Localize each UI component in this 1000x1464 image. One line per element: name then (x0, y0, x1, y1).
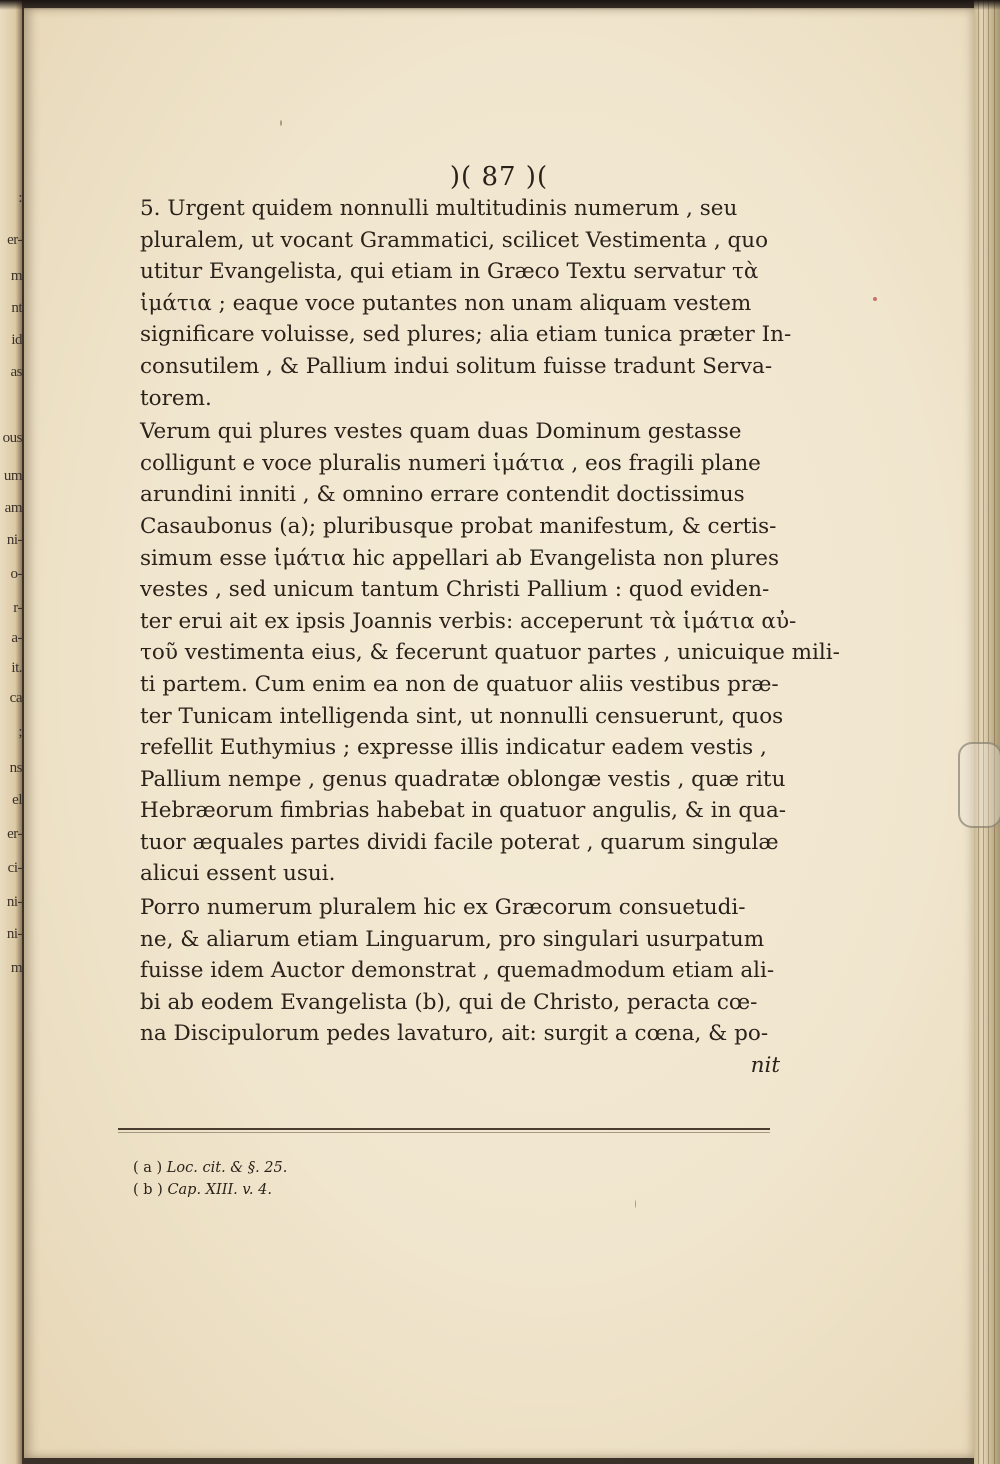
text-line: colligunt e voce pluralis numeri ἱμάτια , eos fragili plane (140, 450, 761, 476)
text-line: Verum qui plures vestes quam duas Dominum gestasse (140, 419, 742, 445)
text-line: simum esse ἱμάτια hic appellari ab Evangelista non plures (140, 545, 780, 571)
binding-shadow (0, 0, 1000, 10)
left-margin-fragment: ni- (6, 926, 22, 942)
right-page-edge (974, 0, 1000, 1464)
text-line: ti partem. Cum enim ea non de quatuor aliis vestibus præ- (140, 671, 779, 697)
text-line: τοῦ vestimenta eius, & fecerunt quatuor partes , unicuique mili- (140, 640, 840, 666)
left-margin-fragment: el (12, 792, 22, 808)
text-line: utitur Evangelista, qui etiam in Græco Textu servatur τὰ (140, 259, 759, 285)
text-line: consutilem , & Pallium indui solitum fuisse tradunt Serva- (140, 353, 773, 379)
left-margin-fragment: um (3, 468, 22, 484)
text-line: torem. (140, 385, 212, 411)
left-margin-fragment: ni- (6, 894, 22, 910)
text-line: ter erui ait ex ipsis Joannis verbis: acceperunt τὰ ἱμάτια αὐ- (140, 608, 797, 634)
paragraph-1 (140, 193, 792, 414)
text-line: Hebræorum fimbrias habebat in quatuor angulis, & in qua- (140, 798, 787, 824)
left-margin-fragment: ca (9, 690, 22, 706)
left-margin-fragment: ous (2, 430, 22, 446)
text-line: refellit Euthymius ; expresse illis indicatur eadem vestis , (140, 735, 767, 761)
paragraph-2 (140, 416, 840, 890)
left-margin-fragment: am (4, 500, 22, 516)
footnote-b (133, 1179, 533, 1201)
footnote-rule (118, 1128, 770, 1130)
footnotes (133, 1157, 533, 1201)
left-margin-fragment: ns (9, 760, 22, 776)
footnote-a (133, 1157, 533, 1179)
text-line: bi ab eodem Evangelista (b), qui de Christo, peracta cœ- (140, 989, 758, 1015)
text-line: na Discipulorum pedes lavaturo, ait: surgit a cœna, & po- (140, 1021, 769, 1047)
left-margin-fragment: o- (10, 566, 22, 582)
page-clip (958, 742, 1000, 828)
text-line: significare voluisse, sed plures; alia etiam tunica præter In- (140, 322, 792, 348)
left-margin-fragment: ; (18, 724, 22, 740)
text-line: alicui essent usui. (140, 861, 336, 887)
left-margin-fragment: ni- (6, 532, 22, 548)
text-line: ter Tunicam intelligenda sint, ut nonnulli censuerunt, quos (140, 703, 784, 729)
text-line: tuor æquales partes dividi facile poterat , quarum singulæ (140, 829, 779, 855)
text-line: Porro numerum pluralem hic ex Græcorum consuetudi- (140, 895, 746, 921)
footnote-mark: ( a ) (133, 1160, 163, 1176)
ink-speck (873, 297, 877, 301)
left-margin-fragment: er- (7, 232, 22, 248)
text-line: 5. Urgent quidem nonnulli multitudinis numerum , seu (140, 196, 738, 221)
left-margin-fragment: a- (11, 630, 22, 646)
catchword: nit (750, 1053, 780, 1079)
left-margin-fragment: m (10, 268, 22, 284)
left-margin-fragment: m (10, 960, 22, 976)
left-margin-fragment: it. (11, 660, 22, 676)
text-line: arundini inniti , & omnino errare contendit doctissimus (140, 482, 745, 508)
text-line: ne, & aliarum etiam Linguarum, pro singulari usurpatum (140, 926, 765, 952)
left-margin-fragment: r- (13, 600, 22, 616)
paragraph-3 (140, 892, 780, 1082)
ink-speck (280, 120, 282, 126)
footnote-rule-thin (118, 1132, 770, 1133)
footnote-text: Loc. cit. & §. 25. (166, 1160, 288, 1176)
left-margin-fragment: id (11, 332, 22, 348)
text-line: pluralem, ut vocant Grammatici, scilicet Vestimenta , quo (140, 227, 769, 253)
ink-speck (635, 1200, 636, 1208)
footnote-mark: ( b ) (133, 1182, 163, 1198)
main-text (140, 193, 840, 1082)
left-margin-fragment: nt (11, 300, 22, 316)
left-margin-fragment: as (10, 364, 22, 380)
page-number-header: )( 87 )( (449, 162, 549, 192)
text-line: ἱμάτια ; eaque voce putantes non unam aliquam vestem (140, 290, 752, 316)
left-margin-fragment: er- (7, 826, 22, 842)
text-line: vestes , sed unicum tantum Christi Pallium : quod eviden- (140, 577, 770, 603)
left-margin-fragment: : (18, 190, 22, 206)
text-line: fuisse idem Auctor demonstrat , quemadmodum etiam ali- (140, 958, 775, 984)
footnote-text: Cap. XIII. v. 4. (167, 1182, 272, 1198)
text-line: Casaubonus (a); pluribusque probat manifestum, & certis- (140, 513, 777, 539)
left-margin-fragment: ci- (7, 860, 22, 876)
text-line: Pallium nempe , genus quadratæ oblongæ vestis , quæ ritu (140, 766, 786, 792)
